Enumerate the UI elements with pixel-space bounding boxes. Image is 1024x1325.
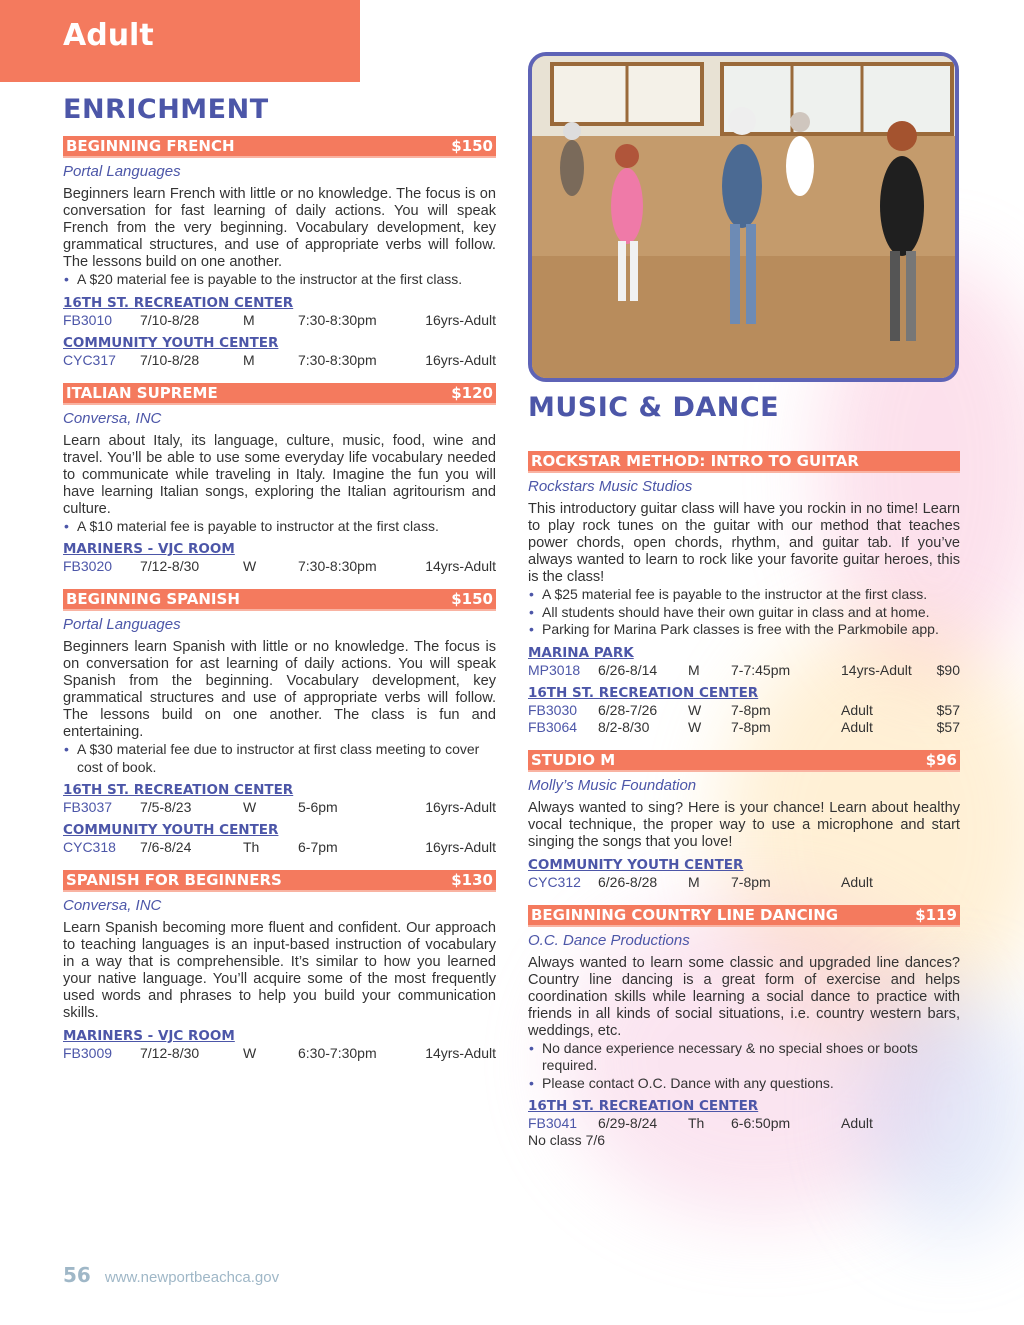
- course-description: Learn about Italy, its language, culture, music, food, wine and travel. You’ll be able to use some everyday life vocabulary needed to communicate while traveling in Italy. Imagine the fun you will have learning Italian songs, exploring the Italian agritourism and culture.: [63, 432, 496, 517]
- course-notes: [63, 741, 496, 776]
- session-row: [528, 719, 960, 736]
- location-name[interactable]: 16TH ST. RECREATION CENTER: [528, 684, 759, 701]
- section-header-banner: [0, 0, 360, 82]
- session-age: 14yrs-Adult: [841, 661, 912, 678]
- session-row: [63, 1045, 496, 1062]
- location-block: [528, 1098, 960, 1149]
- enrichment-title: ENRICHMENT: [63, 94, 269, 125]
- course-notes: [63, 518, 496, 536]
- location-block: [63, 335, 496, 369]
- course-notes: [528, 1040, 960, 1093]
- line-dancing-photo: [528, 52, 959, 382]
- session-code[interactable]: FB3037: [63, 799, 113, 815]
- course-description: Learn Spanish becoming more fluent and confident. Our approach to teaching languages is an input-based instruction of vocabulary in a way that is comprehensible. It’s similar to how you learned your native language. You’ll acquire some of the most frequently used words and phrases to help you build your communication skills.: [63, 920, 496, 1021]
- location-block: [63, 782, 496, 816]
- course-name: ROCKSTAR METHOD: INTRO TO GUITAR: [531, 452, 859, 470]
- course-price: $119: [915, 905, 957, 924]
- course-description: This introductory guitar class will have you rockin in no time! Learn to play rock tunes on the guitar with our method that teaches power chords, open chords, rhythm, and guitar tab. If you’ve always wanted to learn to rock like your favorite guitar heroes, this is the class!: [528, 501, 960, 585]
- session-time: 6:30-7:30pm: [298, 1045, 377, 1061]
- course-provider: Portal Languages: [63, 163, 181, 180]
- course-note: • A $25 material fee is payable to the instructor at the first class.: [528, 586, 960, 604]
- session-code[interactable]: CYC312: [528, 873, 581, 890]
- session-row: [63, 558, 496, 575]
- location-block: [63, 295, 496, 329]
- course-provider: Molly’s Music Foundation: [528, 776, 697, 794]
- course-note: • All students should have their own guitar in class and at home.: [528, 604, 960, 622]
- course-price: $120: [451, 383, 493, 402]
- session-row: [63, 839, 496, 856]
- session-day: W: [688, 701, 702, 718]
- session-time: 7-8pm: [731, 701, 771, 718]
- session-day: W: [688, 718, 702, 735]
- location-block: [63, 1028, 496, 1062]
- course-price: $150: [451, 137, 493, 155]
- enrichment-column: [63, 136, 496, 1076]
- session-dates: 7/10-8/28: [140, 311, 200, 328]
- session-dates: 6/29-8/24: [598, 1115, 658, 1131]
- session-row: [528, 662, 960, 679]
- location-name[interactable]: COMMUNITY YOUTH CENTER: [528, 856, 744, 873]
- session-dates: 8/2-8/30: [598, 718, 650, 735]
- course-block: [528, 451, 960, 736]
- session-code[interactable]: MP3018: [528, 661, 581, 678]
- course-provider: Portal Languages: [63, 616, 181, 633]
- session-day: M: [688, 873, 700, 890]
- course-block: [63, 870, 496, 1062]
- session-dates: 7/12-8/30: [140, 558, 200, 574]
- location-block: [528, 857, 960, 891]
- course-price: $96: [925, 750, 957, 769]
- location-name[interactable]: MARINERS - VJC ROOM: [63, 1028, 235, 1044]
- course-block: [63, 589, 496, 856]
- session-day: W: [243, 558, 257, 574]
- course-note: • No dance experience necessary & no special shoes or boots required.: [528, 1040, 960, 1075]
- session-age: Adult: [841, 873, 873, 890]
- course-provider: O.C. Dance Productions: [528, 931, 690, 949]
- location-name[interactable]: 16TH ST. RECREATION CENTER: [528, 1098, 759, 1114]
- course-description: Beginners learn Spanish with little or no knowledge. The focus is on conversation for ast learning of daily actions. You will speak Spanish from the beginning. Vocabulary development, key grammatical structures and use of appropriate verbs will follow. The lessons build on one another. The class is fun and entertaining.: [63, 639, 496, 740]
- course-title-bar: [63, 136, 496, 158]
- course-name: BEGINNING SPANISH: [66, 590, 240, 608]
- session-age: 16yrs-Adult: [425, 839, 496, 855]
- session-age: 14yrs-Adult: [425, 558, 496, 574]
- page-footer: [63, 1263, 279, 1287]
- session-fee: [923, 874, 960, 891]
- location-block: [528, 685, 960, 736]
- session-time: 7:30-8:30pm: [298, 558, 377, 574]
- session-code[interactable]: CYC318: [63, 839, 116, 855]
- session-code[interactable]: CYC317: [63, 351, 116, 368]
- course-title-bar: [63, 589, 496, 611]
- session-row: [63, 799, 496, 816]
- course-description: Always wanted to learn some classic and upgraded line dances? Country line dancing is a great form of exercise and helps coordination skills while learning a social dance to practice with friends in all kinds of social situations, i.e. country western bars, weddings, etc.: [528, 954, 960, 1039]
- location-block: [528, 645, 960, 679]
- course-notes: [63, 271, 496, 289]
- course-name: SPANISH FOR BEGINNERS: [66, 871, 282, 889]
- session-age: 14yrs-Adult: [425, 1045, 496, 1061]
- session-age: 16yrs-Adult: [425, 311, 496, 328]
- session-day: W: [243, 1045, 257, 1061]
- session-day: W: [243, 799, 257, 815]
- session-age: 16yrs-Adult: [425, 799, 496, 815]
- location-block: [63, 541, 496, 575]
- session-day: M: [688, 661, 700, 678]
- course-title-bar: [528, 451, 960, 473]
- session-dates: 6/28-7/26: [598, 701, 658, 718]
- location-name[interactable]: 16TH ST. RECREATION CENTER: [63, 782, 294, 798]
- course-description: Always wanted to sing? Here is your chance! Learn about healthy vocal technique, the proper way to use a microphone and start singing the songs that you love!: [528, 799, 960, 850]
- session-code[interactable]: FB3041: [528, 1115, 578, 1131]
- music-dance-title: MUSIC & DANCE: [528, 392, 780, 423]
- session-fee: $57: [936, 701, 960, 718]
- course-description: Beginners learn French with little or no knowledge. The focus is on conversation for fast learning of daily actions. You will speak French from the very beginning. Vocabulary development, key grammatical structures, and use of appropriate verbs will follow. The lessons build on one another.: [63, 186, 496, 270]
- session-row: [528, 702, 960, 719]
- location-footnote: No class 7/6: [528, 1132, 606, 1148]
- session-row: [528, 1115, 960, 1132]
- session-time: 7-8pm: [731, 873, 771, 890]
- course-note: • A $30 material fee due to instructor at first class meeting to cover cost of book.: [63, 741, 496, 776]
- session-time: 6-7pm: [298, 839, 338, 855]
- session-code[interactable]: FB3020: [63, 558, 113, 574]
- course-title-bar: [528, 750, 960, 772]
- location-block: [63, 822, 496, 856]
- session-age: Adult: [841, 701, 873, 718]
- session-time: 7:30-8:30pm: [298, 351, 377, 368]
- session-age: Adult: [841, 1115, 873, 1131]
- course-note: • A $10 material fee is payable to instructor at the first class.: [63, 518, 496, 536]
- course-note: • A $20 material fee is payable to the instructor at the first class.: [63, 271, 496, 289]
- course-name: ITALIAN SUPREME: [66, 383, 218, 402]
- course-note: • Parking for Marina Park classes is free with the Parkmobile app.: [528, 621, 960, 639]
- session-dates: 7/10-8/28: [140, 351, 200, 368]
- session-fee: $90: [936, 661, 960, 678]
- course-block: [63, 136, 496, 369]
- course-price: $130: [451, 871, 493, 889]
- session-row: [63, 352, 496, 369]
- location-name[interactable]: COMMUNITY YOUTH CENTER: [63, 334, 279, 351]
- section-header-label: Adult: [63, 18, 154, 53]
- course-price: $150: [451, 590, 493, 608]
- course-title-bar: [63, 383, 496, 405]
- session-day: Th: [243, 839, 260, 855]
- session-code[interactable]: FB3009: [63, 1045, 113, 1061]
- session-time: 5-6pm: [298, 799, 338, 815]
- location-name[interactable]: MARINA PARK: [528, 644, 634, 661]
- session-day: M: [243, 351, 255, 368]
- course-name: BEGINNING FRENCH: [66, 137, 235, 155]
- dance-class-photo-illustration: [532, 56, 955, 378]
- course-name: STUDIO M: [531, 750, 616, 769]
- location-name[interactable]: 16TH ST. RECREATION CENTER: [63, 294, 294, 311]
- session-code[interactable]: FB3030: [528, 701, 578, 718]
- session-dates: 7/6-8/24: [140, 839, 192, 855]
- session-dates: 7/5-8/23: [140, 799, 192, 815]
- course-name: BEGINNING COUNTRY LINE DANCING: [531, 905, 839, 924]
- course-block: [63, 383, 496, 576]
- session-code[interactable]: FB3010: [63, 311, 113, 328]
- session-fee: $57: [936, 718, 960, 735]
- course-block: [528, 905, 960, 1150]
- course-note: • Please contact O.C. Dance with any questions.: [528, 1075, 960, 1093]
- session-age: 16yrs-Adult: [425, 351, 496, 368]
- course-block: [528, 750, 960, 891]
- location-name[interactable]: COMMUNITY YOUTH CENTER: [63, 822, 279, 838]
- music-dance-column: [528, 451, 960, 1163]
- session-time: 6-6:50pm: [731, 1115, 791, 1131]
- session-row: [528, 874, 960, 891]
- session-age: Adult: [841, 718, 873, 735]
- page-number: 56: [63, 1263, 91, 1287]
- session-time: 7:30-8:30pm: [298, 311, 377, 328]
- location-name[interactable]: MARINERS - VJC ROOM: [63, 541, 235, 557]
- session-time: 7-7:45pm: [731, 661, 791, 678]
- session-day: M: [243, 311, 255, 328]
- session-time: 7-8pm: [731, 718, 771, 735]
- course-provider: Rockstars Music Studios: [528, 478, 693, 495]
- course-title-bar: [63, 870, 496, 892]
- course-provider: Conversa, INC: [63, 409, 162, 427]
- course-notes: [528, 586, 960, 639]
- session-row: [63, 312, 496, 329]
- session-fee: [923, 1115, 960, 1132]
- website-link[interactable]: www.newportbeachca.gov: [104, 1269, 280, 1286]
- course-title-bar: [528, 905, 960, 927]
- course-provider: Conversa, INC: [63, 897, 162, 914]
- session-day: Th: [688, 1115, 705, 1131]
- session-dates: 6/26-8/14: [598, 661, 658, 678]
- session-dates: 7/12-8/30: [140, 1045, 200, 1061]
- session-dates: 6/26-8/28: [598, 873, 658, 890]
- session-code[interactable]: FB3064: [528, 718, 578, 735]
